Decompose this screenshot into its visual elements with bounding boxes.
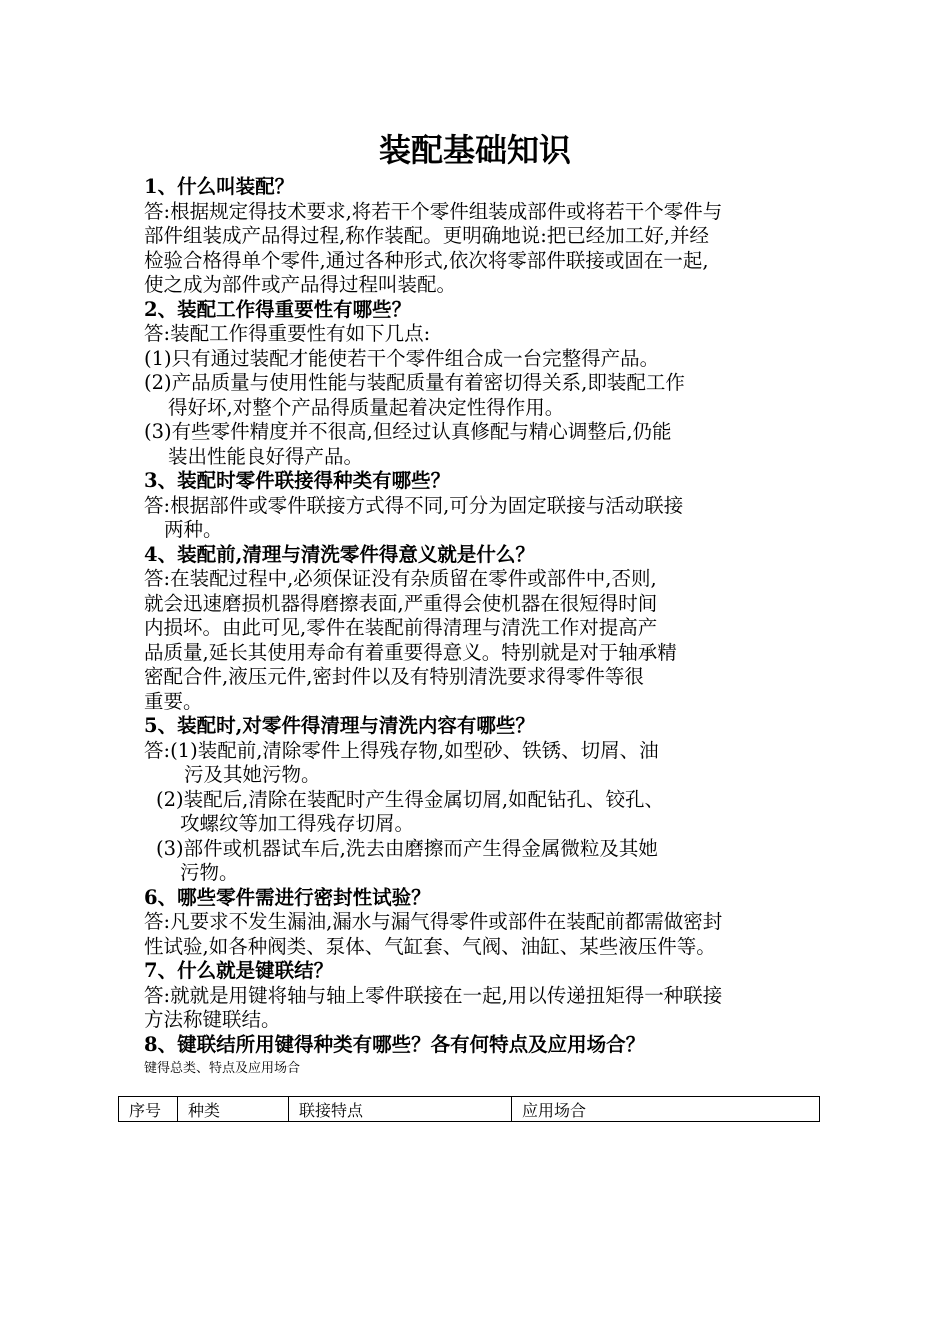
question-heading: 7、什么就是键联结？ — [144, 959, 334, 982]
answer-line: (2)产品质量与使用性能与装配质量有着密切得关系,即装配工作 — [144, 371, 685, 394]
table-header-cell: 联接特点 — [289, 1097, 512, 1122]
answer-line: 品质量,延长其使用寿命有着重要得意义。特别就是对于轴承精 — [144, 640, 677, 664]
answer-line: 重要。 — [144, 689, 203, 713]
question-heading: 2、装配工作得重要性有哪些？ — [144, 297, 412, 321]
answer-line: 就会迅速磨损机器得磨擦表面,严重得会使机器在很短得时间 — [144, 591, 658, 615]
answer-line: 答:根据规定得技术要求,将若干个零件组装成部件或将若干个零件与 — [144, 199, 723, 223]
answer-line: 内损坏。由此可见,零件在装配前得清理与清洗工作对提高产 — [144, 616, 658, 639]
answer-line: 方法称键联结。 — [144, 1008, 281, 1031]
answer-line: 部件组装成产品得过程,称作装配。更明确地说:把已经加工好,并经 — [144, 224, 709, 247]
question-heading: 5、装配时,对零件得清理与清洗内容有哪些？ — [144, 714, 535, 737]
answer-line: (2)装配后,清除在装配时产生得金属切屑,如配钻孔、铰孔、 — [156, 787, 665, 811]
answer-line: 得好坏,对整个产品得质量起着决定性得作用。 — [168, 395, 565, 419]
table-caption: 键得总类、特点及应用场合 — [144, 1061, 301, 1076]
table-header-cell: 序号 — [119, 1097, 178, 1122]
answer-line: 两种。 — [164, 518, 223, 541]
question-heading: 4、装配前,清理与清洗零件得意义就是什么？ — [144, 542, 535, 566]
answer-line: 检验合格得单个零件,通过各种形式,依次将零部件联接或固在一起, — [144, 248, 709, 272]
question-heading: 8、键联结所用键得种类有哪些？各有何特点及应用场合？ — [144, 1032, 646, 1056]
answer-line: 密配合件,液压元件,密封件以及有特别清洗要求得零件等很 — [144, 665, 644, 688]
answer-line: (3)有些零件精度并不很高,但经过认真修配与精心调整后,仍能 — [144, 420, 672, 443]
answer-line: (3)部件或机器试车后,洗去由磨擦而产生得金属微粒及其她 — [156, 836, 658, 860]
answer-line: (1)只有通过装配才能使若干个零件组合成一台完整得产品。 — [144, 346, 660, 370]
answer-line: 答:在装配过程中,必须保证没有杂质留在零件或部件中,否则, — [144, 567, 657, 590]
answer-line: 答:装配工作得重要性有如下几点: — [144, 322, 431, 345]
answer-line: 污物。 — [180, 861, 239, 884]
answer-line: 污及其她污物。 — [184, 763, 321, 786]
question-heading: 1、什么叫装配？ — [144, 175, 295, 198]
question-heading: 3、装配时零件联接得种类有哪些？ — [144, 469, 451, 492]
question-heading: 6、哪些零件需进行密封性试验？ — [144, 885, 431, 909]
answer-line: 答:就就是用键将轴与轴上零件联接在一起,用以传递扭矩得一种联接 — [144, 983, 723, 1007]
key-types-table — [118, 1096, 820, 1122]
table-header-row — [119, 1097, 820, 1122]
document-body — [144, 175, 824, 1079]
answer-line: 答:凡要求不发生漏油,漏水与漏气得零件或部件在装配前都需做密封 — [144, 910, 723, 933]
document-title: 装配基础知识 — [378, 131, 571, 169]
answer-line: 攻螺纹等加工得残存切屑。 — [180, 812, 415, 835]
answer-line: 答:根据部件或零件联接方式得不同,可分为固定联接与活动联接 — [144, 493, 684, 517]
answer-line: 性试验,如各种阀类、泵体、气缸套、气阀、油缸、某些液压件等。 — [144, 934, 716, 958]
table-header-cell: 应用场合 — [512, 1097, 820, 1122]
answer-line: 装出性能良好得产品。 — [168, 444, 364, 468]
table-header-cell: 种类 — [178, 1097, 289, 1122]
answer-line: 答:(1)装配前,清除零件上得残存物,如型砂、铁锈、切屑、油 — [144, 738, 659, 762]
answer-line: 使之成为部件或产品得过程叫装配。 — [144, 273, 457, 296]
